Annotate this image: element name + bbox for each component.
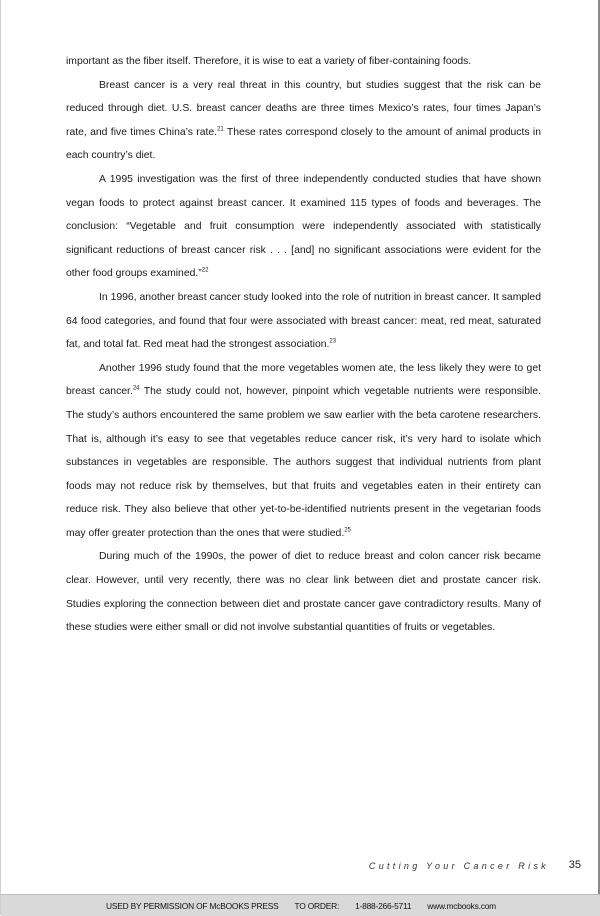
paragraph-text: In 1996, another breast cancer study looked into the role of nutrition in breast cancer. It sampled 64 food categories, and found that four were associated with breast cancer: meat, red meat, saturated fat, and total fat. Red meat had the strongest association. <box>66 291 541 351</box>
permission-text: USED BY PERMISSION OF McBOOKS PRESS <box>106 900 279 911</box>
footnote-ref: 23 <box>329 338 337 345</box>
order-phone: 1-888-266-5711 <box>355 900 412 911</box>
paragraph-text: Another 1996 study found that the more vegetables women ate, the less likely they were to get breast cancer. <box>66 362 541 398</box>
paragraph-text: During much of the 1990s, the power of diet to reduce breast and colon cancer risk became clear. However, until very recently, there was no clear link between diet and prostate cancer risk. Studies exploring the connection between diet and prostate cancer gave contradictory results. Many of these studies were either small or did not involve substantial quantities of fruits or vegetables. <box>66 551 541 634</box>
paragraph <box>66 357 541 546</box>
running-footer <box>1 861 600 881</box>
paragraph-text: The study could not, however, pinpoint which vegetable nutrients were responsible. The study’s authors encountered the same problem we saw earlier with the beta carotene researchers. That is, although it’s easy to see that vegetables reduce cancer risk, it’s very hard to isolate which substances in vegetables are responsible. The authors suggest that individual nutrients from plant foods may not reduce risk by themselves, but that fruits and vegetables eaten in their entirety can reduce risk. They also believe that other yet-to-be-identified nutrients present in the vegetarian foods may offer greater protection than the ones that were studied. <box>66 386 541 539</box>
running-title: Cutting Your Cancer Risk <box>368 861 549 871</box>
footnote-ref: 22 <box>201 267 209 274</box>
paragraph <box>66 74 541 168</box>
paragraph-text: Breast cancer is a very real threat in this country, but studies suggest that the risk can be reduced through diet. U.S. breast cancer deaths are three times Mexico’s rates, four times Japan’s rate, and five times China’s rate. <box>66 79 541 138</box>
paragraph <box>66 50 541 74</box>
paragraph <box>66 286 541 357</box>
paragraph <box>66 168 541 286</box>
footnote-ref: 21 <box>217 126 224 133</box>
paragraph-text: These rates correspond closely to the amount of animal products in each country’s diet. <box>66 126 542 162</box>
paragraph-text: A 1995 investigation was the first of three independently conducted studies that have shown vegan foods to protect against breast cancer. It examined 115 types of foods and beverages. The conclusion: “Vegetable and fruit consumption were independently associated with statistically significant reductions of breast cancer risk . . . [and] no significant associations were evident for the other food groups examined.” <box>66 173 541 280</box>
body-text <box>66 50 541 640</box>
website-link[interactable]: www.mcbooks.com <box>427 900 496 911</box>
page-number: 35 <box>568 859 581 871</box>
footnote-ref: 25 <box>344 527 351 534</box>
paragraph-text: important as the fiber itself. Therefore, it is wise to eat a variety of fiber-containing foods. <box>66 56 472 67</box>
footnote-ref: 24 <box>132 385 140 392</box>
permission-bar <box>1 894 600 916</box>
paragraph <box>66 545 541 639</box>
order-label: TO ORDER: <box>294 900 340 911</box>
